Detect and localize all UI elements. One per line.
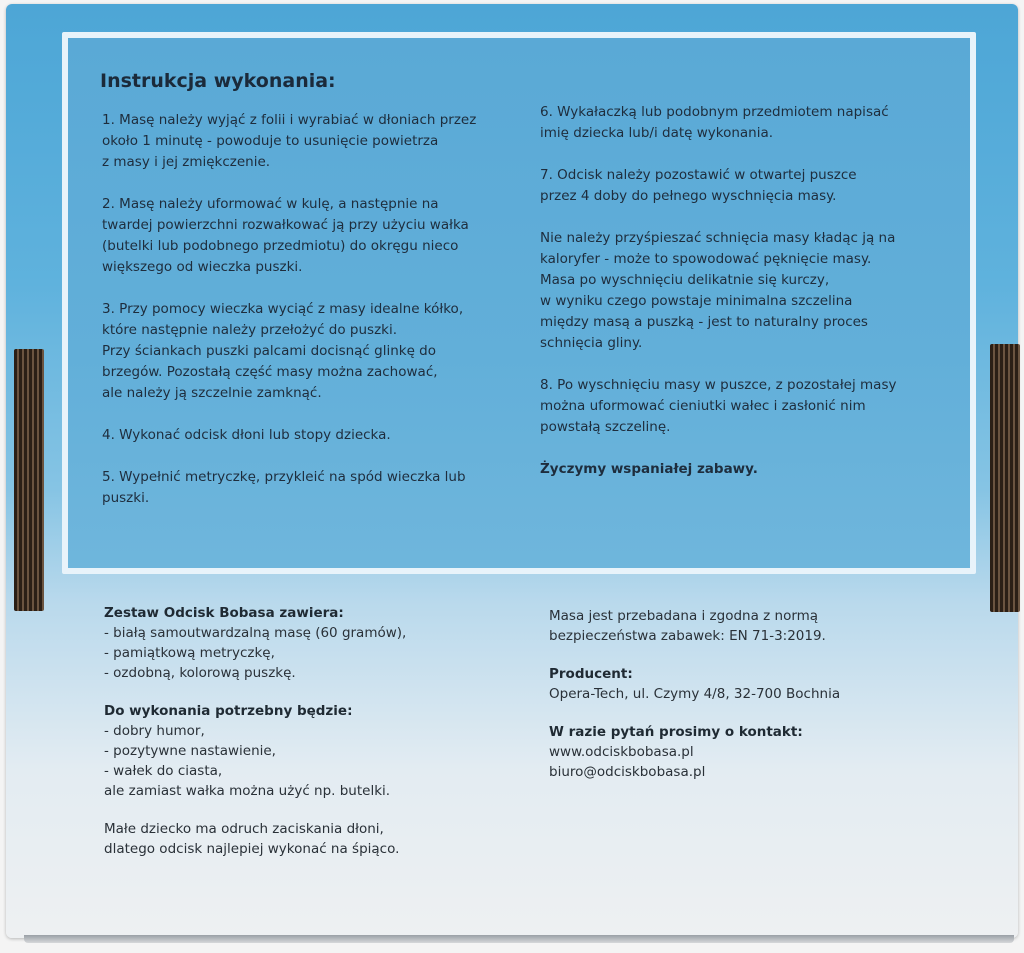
instruction-step: 6. Wykałaczką lub podobnym przedmiotem napisać imię dziecka lub/i datę wykonania. (540, 104, 889, 141)
needed-list (104, 721, 504, 801)
list-item: - pozytywne nastawienie, (104, 743, 276, 759)
producer-address: Opera-Tech, ul. Czymy 4/8, 32-700 Bochnia (549, 686, 841, 702)
instruction-step: 3. Przy pomocy wieczka wyciąć z masy idealne kółko, które następnie należy przełożyć do puszki. Przy ściankach puszki palcami docisnąć glinkę do brzegów. Pozostałą część masy można zachować, ale należy ją szczelnie zamknąć. (102, 301, 464, 401)
kit-info-column (104, 603, 504, 877)
producer-info-column (549, 606, 949, 782)
instructions-title: Instrukcja wykonania: (100, 70, 336, 92)
kit-list (104, 623, 504, 683)
instruction-step: 8. Po wyschnięciu masy w puszce, z pozostałej masy można uformować cieniutki wałec i zasłonić nim powstałą szczelinę. (540, 377, 897, 435)
producer-heading: Producent: (549, 666, 633, 682)
instruction-step: 5. Wypełnić metryczkę, przykleić na spód wieczka lub puszki. (102, 469, 466, 506)
instruction-step: 4. Wykonać odcisk dłoni lub stopy dziecka. (102, 427, 391, 443)
list-item: - białą samoutwardzalną masę (60 gramów), (104, 625, 407, 641)
contact-website: www.odciskbobasa.pl (549, 744, 694, 760)
instruction-step: 1. Masę należy wyjąć z folii i wyrabiać w dłoniach przez około 1 minutę - powoduje to usunięcie powietrza z masy i jej zmiękczenie. (102, 112, 477, 170)
instructions-left-column (102, 110, 512, 530)
box-bottom-edge (24, 935, 1014, 943)
instructions-right-column (540, 102, 940, 501)
safety-note: Masa jest przebadana i zgodna z normą bezpieczeństwa zabawek: EN 71-3:2019. (549, 608, 826, 644)
instruction-step: 2. Masę należy uformować w kulę, a następnie na twardej powierzchni rozwałkować ją przy użyciu wałka (butelki lub podobnego przedmiotu) do okręgu nieco większego od wieczka puszki. (102, 196, 469, 275)
instructions-panel (62, 32, 976, 574)
list-item: - wałek do ciasta, ale zamiast wałka można użyć np. butelki. (104, 763, 391, 799)
contact-email: biuro@odciskbobasa.pl (549, 764, 706, 780)
box-side-slot-right (990, 344, 1020, 612)
list-item: - dobry humor, (104, 723, 205, 739)
contact-heading: W razie pytań prosimy o kontakt: (549, 724, 803, 740)
instruction-note: Nie należy przyśpieszać schnięcia masy kładąc ją na kaloryfer - może to spowodować pęknięcie masy. Masa po wyschnięciu delikatnie się kurczy, w wyniku czego powstaje minimalna szczelina między masą a puszką - jest to naturalny proces schnięcia gliny. (540, 230, 896, 351)
needed-heading: Do wykonania potrzebny będzie: (104, 703, 353, 719)
baby-note: Małe dziecko ma odruch zaciskania dłoni, dlatego odcisk najlepiej wykonać na śpiąco. (104, 821, 400, 857)
box-side-slot-left (14, 349, 44, 611)
list-item: - ozdobną, kolorową puszkę. (104, 665, 296, 681)
list-item: - pamiątkową metryczkę, (104, 645, 275, 661)
kit-heading: Zestaw Odcisk Bobasa zawiera: (104, 605, 344, 621)
closing-wish: Życzymy wspaniałej zabawy. (540, 461, 758, 477)
instruction-step: 7. Odcisk należy pozostawić w otwartej puszce przez 4 doby do pełnego wyschnięcia masy. (540, 167, 857, 204)
